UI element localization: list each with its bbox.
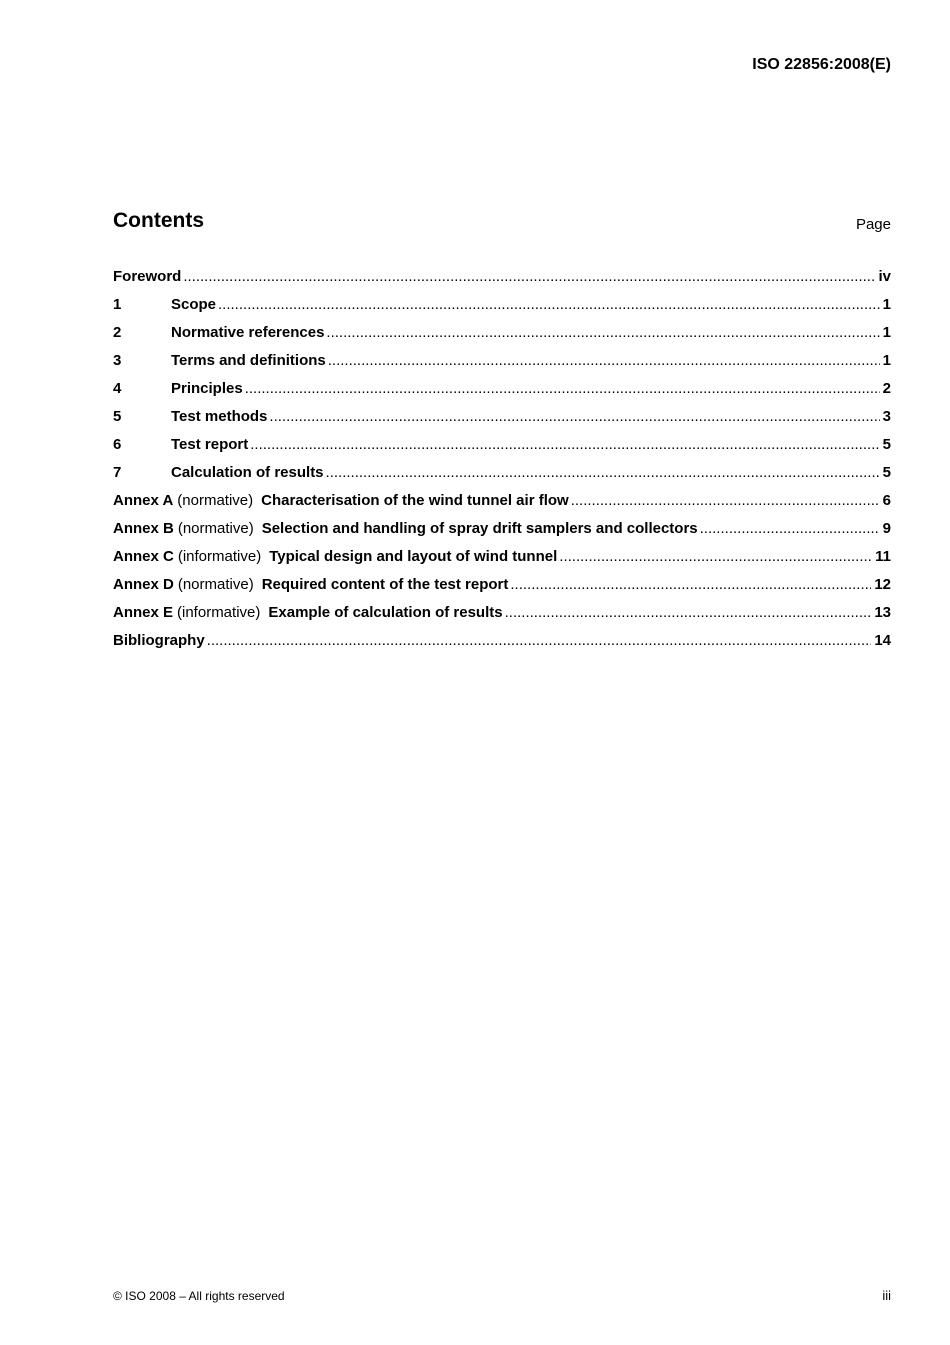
dot-leader — [326, 463, 880, 483]
dot-leader — [326, 323, 879, 343]
copyright-notice: © ISO 2008 – All rights reserved — [113, 1289, 285, 1303]
dot-leader — [218, 295, 880, 315]
toc-entry-title: Required content of the test report — [261, 576, 509, 593]
toc-entry-page: 5 — [882, 464, 891, 481]
toc-entry-title: Test report — [171, 436, 249, 453]
toc-entry-page: 9 — [882, 520, 891, 537]
toc-entry-title: Typical design and layout of wind tunnel — [269, 548, 558, 565]
toc-entry-page: 11 — [875, 548, 891, 565]
toc-entry-clause-2[interactable] — [113, 323, 891, 351]
clause-number: 1 — [113, 296, 122, 313]
toc-entry-title: Calculation of results — [171, 464, 324, 481]
dot-leader — [207, 631, 872, 651]
toc-entry-clause-7[interactable] — [113, 463, 891, 491]
toc-entry-title: Test methods — [171, 408, 268, 425]
toc-entry-page: 14 — [874, 632, 891, 649]
toc-entry-page: 2 — [882, 380, 891, 397]
annex-label: Annex A — [113, 492, 174, 509]
dot-leader — [510, 575, 871, 595]
toc-entry-title: Example of calculation of results — [268, 604, 503, 621]
annex-type: (normative) — [177, 492, 254, 509]
annex-label: Annex B — [113, 520, 174, 537]
dot-leader — [245, 379, 880, 399]
toc-entry-title: Foreword — [113, 268, 182, 285]
toc-entry-clause-3[interactable] — [113, 351, 891, 379]
toc-entry-clause-4[interactable] — [113, 379, 891, 407]
toc-entry-clause-6[interactable] — [113, 435, 891, 463]
page-column-label: Page — [855, 216, 891, 233]
toc-entry-page: 1 — [882, 324, 891, 341]
toc-entry-page: 6 — [882, 492, 891, 509]
toc-entry-title: Characterisation of the wind tunnel air flow — [261, 492, 569, 509]
toc-entry-page: 1 — [882, 352, 891, 369]
annex-label: Annex D — [113, 576, 174, 593]
dot-leader — [571, 491, 880, 511]
annex-label: Annex C — [113, 548, 174, 565]
dot-leader — [183, 267, 875, 287]
toc-entry-title: Terms and definitions — [171, 352, 326, 369]
clause-number: 5 — [113, 408, 122, 425]
dot-leader — [328, 351, 880, 371]
toc-entry-foreword[interactable] — [113, 267, 891, 295]
toc-entry-page: 12 — [874, 576, 891, 593]
toc-entry-page: 5 — [882, 436, 891, 453]
toc-entry-annex-e[interactable] — [113, 603, 891, 631]
toc-entry-title: Normative references — [171, 324, 325, 341]
dot-leader — [700, 519, 880, 539]
toc-entry-page: 1 — [882, 296, 891, 313]
toc-entry-bibliography[interactable] — [113, 631, 891, 659]
toc-entry-clause-5[interactable] — [113, 407, 891, 435]
dot-leader — [559, 547, 872, 567]
page-number: iii — [882, 1288, 891, 1303]
clause-number: 7 — [113, 464, 122, 481]
annex-type: (normative) — [177, 520, 254, 537]
toc-entry-annex-c[interactable] — [113, 547, 891, 575]
toc-entry-page: 3 — [882, 408, 891, 425]
toc-entry-annex-b[interactable] — [113, 519, 891, 547]
clause-number: 2 — [113, 324, 122, 341]
annex-type: (informative) — [177, 548, 262, 565]
toc-entry-clause-1[interactable] — [113, 295, 891, 323]
toc-entry-annex-d[interactable] — [113, 575, 891, 603]
annex-type: (informative) — [177, 604, 261, 621]
toc-entry-title: Principles — [171, 380, 243, 397]
dot-leader — [505, 603, 872, 623]
dot-leader — [269, 407, 879, 427]
clause-number: 6 — [113, 436, 122, 453]
page-title: Contents — [113, 209, 204, 232]
toc-entry-title: Scope — [171, 296, 217, 313]
toc-entry-annex-a[interactable] — [113, 491, 891, 519]
toc-entry-page: 13 — [874, 604, 891, 621]
document-id: ISO 22856:2008(E) — [752, 56, 891, 73]
table-of-contents — [113, 267, 891, 659]
annex-label: Annex E — [113, 604, 174, 621]
annex-type: (normative) — [177, 576, 254, 593]
toc-entry-title: Bibliography — [113, 632, 205, 649]
clause-number: 4 — [113, 380, 122, 397]
toc-entry-page: iv — [878, 268, 891, 285]
dot-leader — [250, 435, 879, 455]
clause-number: 3 — [113, 352, 122, 369]
toc-entry-title: Selection and handling of spray drift samplers and collectors — [261, 520, 698, 537]
